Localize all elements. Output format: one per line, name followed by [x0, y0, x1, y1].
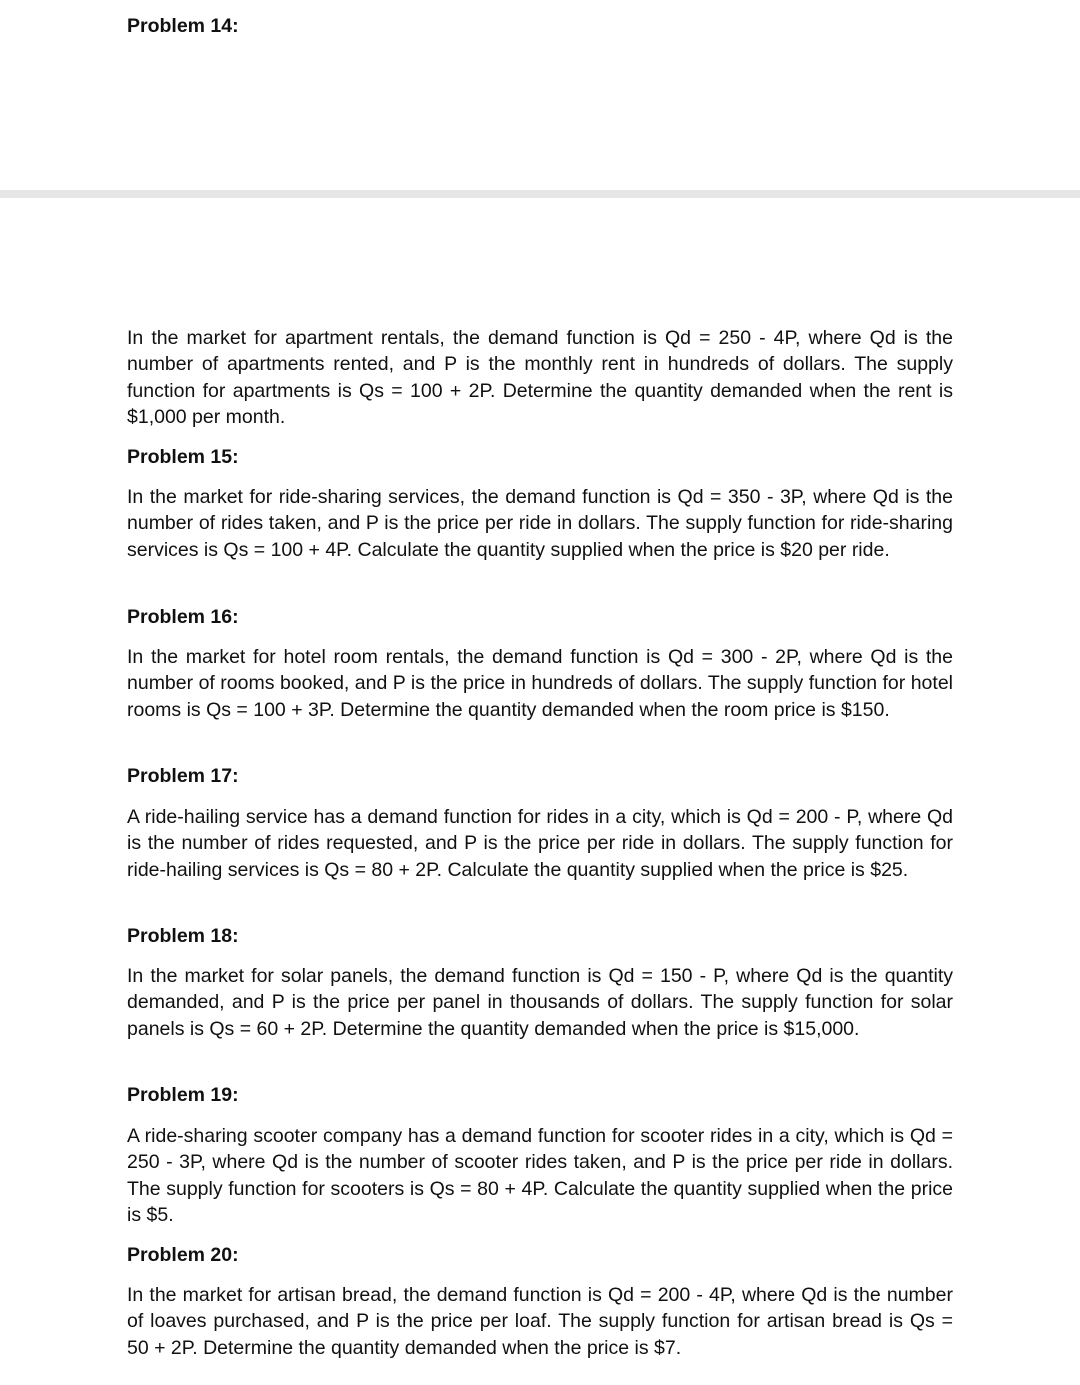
problem-14-text: In the market for apartment rentals, the demand function is Qd = 250 - 4P, where Qd is the number of apartments rented, and P is the monthly rent in hundreds of dollars. The supply function for apartments is Qs = 100 + 2P. Determine the quantity demanded when the rent is $1,000 per month. — [127, 327, 953, 428]
problem-20-text: In the market for artisan bread, the demand function is Qd = 200 - 4P, where Qd is the number of loaves purchased, and P is the price per loaf. The supply function for artisan bread is Qs = 50 + 2P. Determine the quantity demanded when the price is $7. — [127, 1284, 953, 1359]
problem-15-text: In the market for ride-sharing services, the demand function is Qd = 350 - 3P, where Qd is the number of rides taken, and P is the price per ride in dollars. The supply function for ride-sharing services is Qs = 100 + 4P. Calculate the quantity supplied when the price is $20 per ride. — [127, 486, 953, 561]
problem-14-heading: Problem 14: — [127, 15, 239, 37]
problem-18-heading: Problem 18: — [127, 925, 239, 947]
problem-16-heading: Problem 16: — [127, 606, 239, 628]
problem-16-text: In the market for hotel room rentals, the demand function is Qd = 300 - 2P, where Qd is the number of rooms booked, and P is the price in hundreds of dollars. The supply function for hotel rooms is Qs = 100 + 3P. Determine the quantity demanded when the room price is $150. — [127, 646, 953, 721]
problem-15-heading: Problem 15: — [127, 446, 239, 468]
problem-19-heading: Problem 19: — [127, 1084, 239, 1106]
problem-17-heading: Problem 17: — [127, 765, 239, 787]
problem-17-text: A ride-hailing service has a demand function for rides in a city, which is Qd = 200 - P, where Qd is the number of rides requested, and P is the price per ride in dollars. The supply function for ride-hailing services is Qs = 80 + 2P. Calculate the quantity supplied when the price is $25. — [127, 806, 953, 881]
page-break-divider — [0, 190, 1080, 198]
problem-18-text: In the market for solar panels, the demand function is Qd = 150 - P, where Qd is the quantity demanded, and P is the price per panel in thousands of dollars. The supply function for solar panels is Qs = 60 + 2P. Determine the quantity demanded when the price is $15,000. — [127, 965, 953, 1040]
problem-20-heading: Problem 20: — [127, 1244, 239, 1266]
problem-19-text: A ride-sharing scooter company has a demand function for scooter rides in a city, which is Qd = 250 - 3P, where Qd is the number of scooter rides taken, and P is the price per ride in dollars. The supply function for scooters is Qs = 80 + 4P. Calculate the quantity supplied when the price is $5. — [127, 1125, 953, 1226]
